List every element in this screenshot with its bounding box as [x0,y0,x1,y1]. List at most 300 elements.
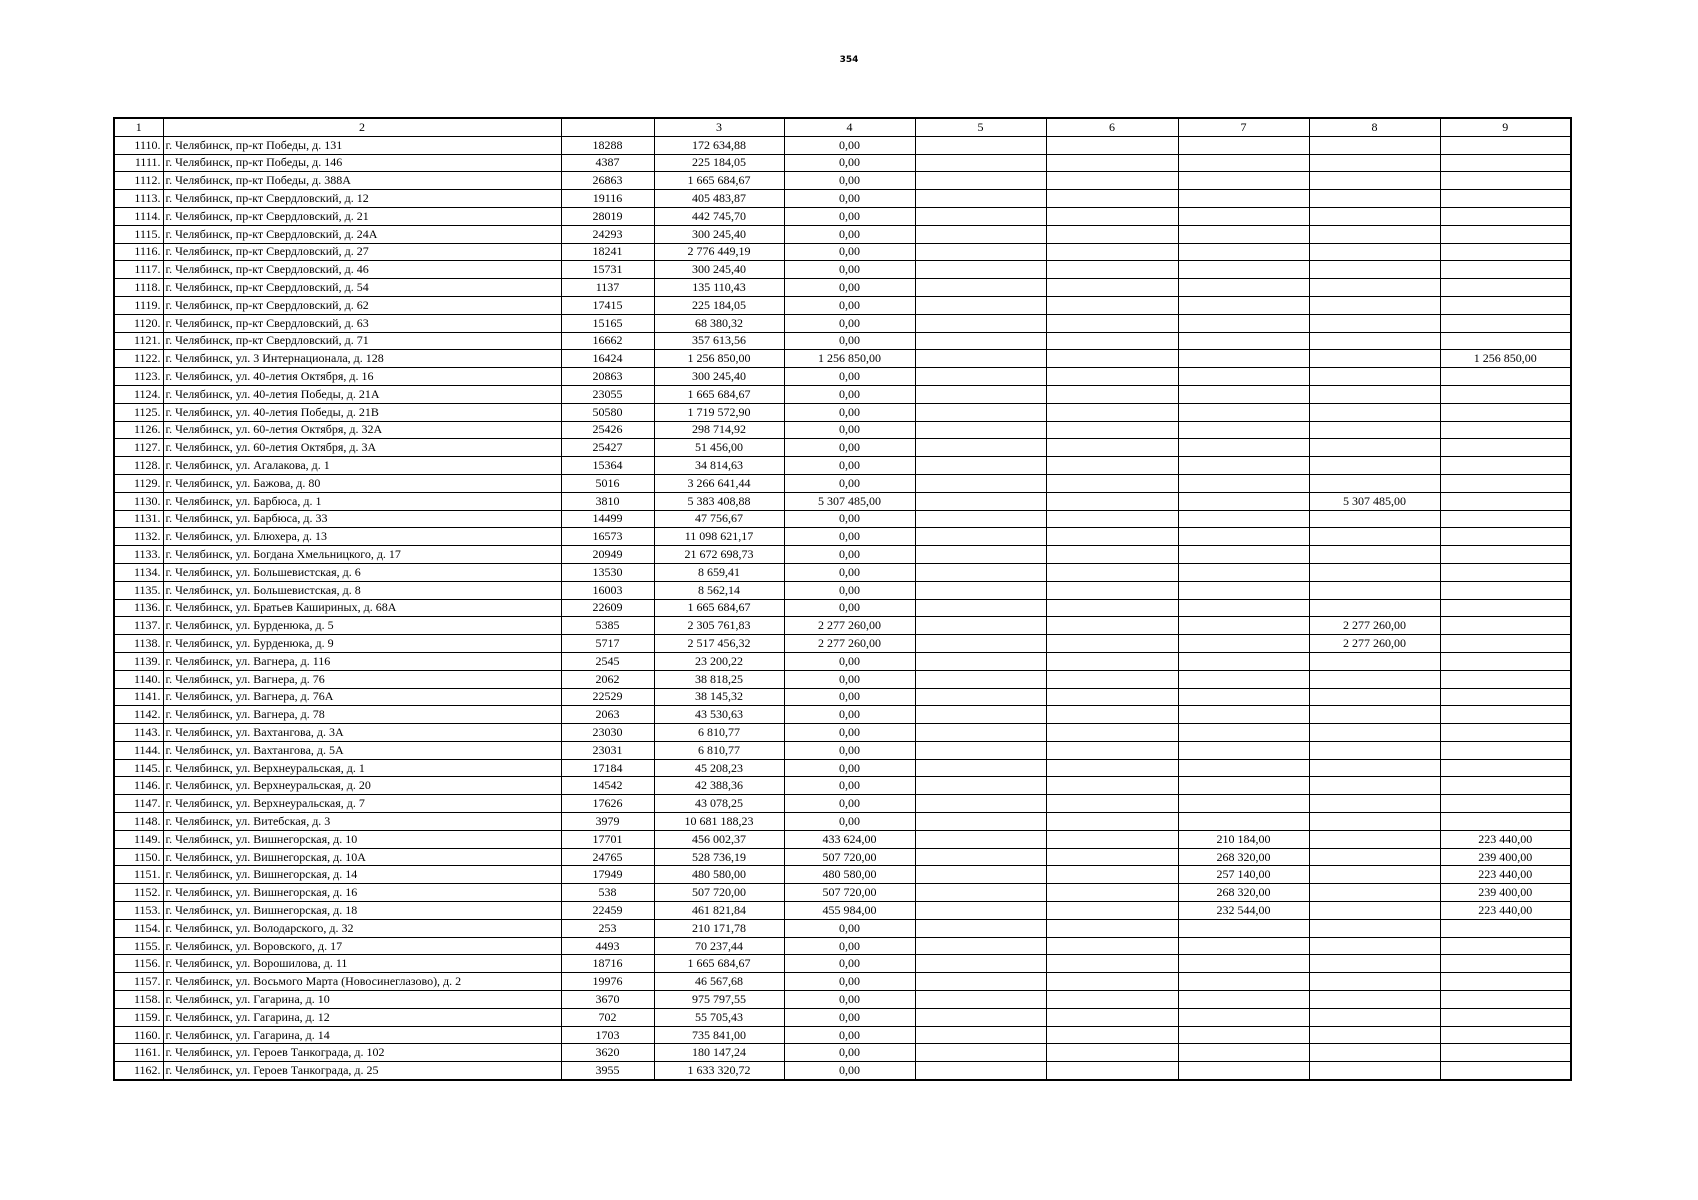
table-row [114,955,1571,973]
column-6-cell [1046,706,1178,724]
column-5-cell [915,332,1046,350]
column-7-cell [1178,919,1309,937]
address-cell: г. Челябинск, ул. Ворошилова, д. 11 [163,955,561,973]
column-9-cell: 239 400,00 [1440,884,1571,902]
column-8-cell [1309,955,1440,973]
total-cost-cell: 225 184,05 [654,154,784,172]
total-cost-cell: 43 530,63 [654,706,784,724]
column-6-cell [1046,492,1178,510]
column-5-cell [915,670,1046,688]
row-number-cell: 1154. [114,919,163,937]
house-id-cell: 17949 [561,866,654,884]
total-cost-cell: 225 184,05 [654,296,784,314]
column-6-cell [1046,243,1178,261]
column-7-cell [1178,190,1309,208]
column-4-cell: 0,00 [784,777,915,795]
column-8-cell [1309,866,1440,884]
column-4-cell: 0,00 [784,225,915,243]
column-6-cell [1046,528,1178,546]
column-8-cell [1309,261,1440,279]
column-8-cell [1309,403,1440,421]
total-cost-cell: 46 567,68 [654,973,784,991]
total-cost-cell: 1 665 684,67 [654,599,784,617]
table-row [114,991,1571,1009]
row-number-cell: 1124. [114,385,163,403]
house-id-cell: 24765 [561,848,654,866]
column-5-cell [915,599,1046,617]
column-5-cell [915,207,1046,225]
address-cell: г. Челябинск, ул. 60-летия Октября, д. 32А [163,421,561,439]
column-8-cell: 2 277 260,00 [1309,635,1440,653]
row-number-cell: 1160. [114,1026,163,1044]
housing-register-table [113,117,1572,1081]
column-6-cell [1046,955,1178,973]
column-6-cell [1046,1008,1178,1026]
column-6-cell [1046,546,1178,564]
table-row [114,688,1571,706]
column-4-cell: 5 307 485,00 [784,492,915,510]
column-4-cell: 0,00 [784,937,915,955]
column-5-cell [915,492,1046,510]
house-id-cell: 17701 [561,830,654,848]
column-8-cell [1309,581,1440,599]
column-8-cell [1309,385,1440,403]
column-header: 2 [163,118,561,136]
column-4-cell: 0,00 [784,421,915,439]
column-9-cell [1440,670,1571,688]
column-6-cell [1046,385,1178,403]
column-6-cell [1046,172,1178,190]
table-row [114,279,1571,297]
table-row [114,617,1571,635]
column-header: 8 [1309,118,1440,136]
row-number-cell: 1162. [114,1062,163,1080]
column-7-cell [1178,154,1309,172]
table-row [114,1062,1571,1080]
address-cell: г. Челябинск, ул. Вагнера, д. 116 [163,652,561,670]
total-cost-cell: 38 818,25 [654,670,784,688]
column-9-cell [1440,279,1571,297]
table-row [114,884,1571,902]
address-cell: г. Челябинск, ул. Вишнегорская, д. 10А [163,848,561,866]
column-5-cell [915,955,1046,973]
column-9-cell: 1 256 850,00 [1440,350,1571,368]
house-id-cell: 16662 [561,332,654,350]
table-row [114,866,1571,884]
column-7-cell [1178,136,1309,154]
address-cell: г. Челябинск, ул. Володарского, д. 32 [163,919,561,937]
column-8-cell [1309,973,1440,991]
column-4-cell: 0,00 [784,457,915,475]
column-5-cell [915,279,1046,297]
column-8-cell [1309,546,1440,564]
column-header [561,118,654,136]
column-6-cell [1046,741,1178,759]
address-cell: г. Челябинск, пр-кт Свердловский, д. 24А [163,225,561,243]
house-id-cell: 4387 [561,154,654,172]
total-cost-cell: 507 720,00 [654,884,784,902]
address-cell: г. Челябинск, ул. 40-летия Победы, д. 21В [163,403,561,421]
row-number-cell: 1118. [114,279,163,297]
house-id-cell: 16003 [561,581,654,599]
house-id-cell: 22459 [561,902,654,920]
house-id-cell: 13530 [561,563,654,581]
table-row [114,190,1571,208]
table-row [114,172,1571,190]
column-6-cell [1046,154,1178,172]
total-cost-cell: 8 562,14 [654,581,784,599]
column-9-cell [1440,225,1571,243]
row-number-cell: 1132. [114,528,163,546]
row-number-cell: 1111. [114,154,163,172]
address-cell: г. Челябинск, ул. Вишнегорская, д. 10 [163,830,561,848]
column-5-cell [915,403,1046,421]
address-cell: г. Челябинск, пр-кт Свердловский, д. 21 [163,207,561,225]
column-4-cell: 0,00 [784,759,915,777]
table-row [114,136,1571,154]
total-cost-cell: 23 200,22 [654,652,784,670]
column-5-cell [915,1026,1046,1044]
column-6-cell [1046,670,1178,688]
column-7-cell [1178,314,1309,332]
column-6-cell [1046,795,1178,813]
column-7-cell [1178,599,1309,617]
column-5-cell [915,866,1046,884]
column-8-cell [1309,741,1440,759]
column-4-cell: 0,00 [784,279,915,297]
column-6-cell [1046,563,1178,581]
total-cost-cell: 456 002,37 [654,830,784,848]
column-5-cell [915,937,1046,955]
column-6-cell [1046,830,1178,848]
house-id-cell: 22529 [561,688,654,706]
column-7-cell [1178,492,1309,510]
column-4-cell: 0,00 [784,795,915,813]
column-9-cell [1440,706,1571,724]
column-4-cell: 0,00 [784,706,915,724]
address-cell: г. Челябинск, ул. Богдана Хмельницкого, д. 17 [163,546,561,564]
column-9-cell [1440,421,1571,439]
house-id-cell: 19976 [561,973,654,991]
total-cost-cell: 45 208,23 [654,759,784,777]
column-6-cell [1046,190,1178,208]
table-row [114,421,1571,439]
house-id-cell: 18716 [561,955,654,973]
column-9-cell [1440,563,1571,581]
row-number-cell: 1121. [114,332,163,350]
column-7-cell [1178,724,1309,742]
column-4-cell: 0,00 [784,154,915,172]
address-cell: г. Челябинск, ул. Вагнера, д. 78 [163,706,561,724]
column-6-cell [1046,350,1178,368]
column-6-cell [1046,652,1178,670]
house-id-cell: 23031 [561,741,654,759]
column-6-cell [1046,1044,1178,1062]
column-8-cell [1309,243,1440,261]
table-row [114,848,1571,866]
house-id-cell: 15165 [561,314,654,332]
table-row [114,350,1571,368]
address-cell: г. Челябинск, ул. Гагарина, д. 14 [163,1026,561,1044]
column-5-cell [915,190,1046,208]
address-cell: г. Челябинск, пр-кт Свердловский, д. 63 [163,314,561,332]
column-8-cell [1309,190,1440,208]
column-8-cell [1309,991,1440,1009]
column-4-cell: 0,00 [784,919,915,937]
table-row [114,1044,1571,1062]
column-9-cell [1440,759,1571,777]
table-row [114,154,1571,172]
house-id-cell: 15731 [561,261,654,279]
total-cost-cell: 2 776 449,19 [654,243,784,261]
total-cost-cell: 68 380,32 [654,314,784,332]
address-cell: г. Челябинск, ул. 40-летия Октября, д. 16 [163,368,561,386]
column-6-cell [1046,296,1178,314]
column-8-cell [1309,670,1440,688]
house-id-cell: 14499 [561,510,654,528]
table-row [114,937,1571,955]
column-5-cell [915,1062,1046,1080]
column-header: 9 [1440,118,1571,136]
column-9-cell: 223 440,00 [1440,902,1571,920]
column-5-cell [915,777,1046,795]
column-8-cell [1309,902,1440,920]
column-5-cell [915,243,1046,261]
column-8-cell [1309,474,1440,492]
column-9-cell [1440,937,1571,955]
column-8-cell [1309,599,1440,617]
column-5-cell [915,884,1046,902]
house-id-cell: 24293 [561,225,654,243]
total-cost-cell: 42 388,36 [654,777,784,795]
table-row [114,759,1571,777]
house-id-cell: 22609 [561,599,654,617]
column-4-cell: 0,00 [784,385,915,403]
table-row [114,777,1571,795]
house-id-cell: 1703 [561,1026,654,1044]
row-number-cell: 1155. [114,937,163,955]
table-row [114,225,1571,243]
address-cell: г. Челябинск, пр-кт Свердловский, д. 12 [163,190,561,208]
row-number-cell: 1141. [114,688,163,706]
column-5-cell [915,652,1046,670]
column-8-cell [1309,457,1440,475]
row-number-cell: 1152. [114,884,163,902]
address-cell: г. Челябинск, ул. Большевистская, д. 6 [163,563,561,581]
column-4-cell: 0,00 [784,243,915,261]
column-4-cell: 480 580,00 [784,866,915,884]
total-cost-cell: 528 736,19 [654,848,784,866]
column-9-cell [1440,777,1571,795]
address-cell: г. Челябинск, пр-кт Победы, д. 146 [163,154,561,172]
column-9-cell [1440,652,1571,670]
column-4-cell: 2 277 260,00 [784,635,915,653]
column-4-cell: 0,00 [784,991,915,1009]
column-header: 6 [1046,118,1178,136]
column-5-cell [915,1008,1046,1026]
row-number-cell: 1151. [114,866,163,884]
total-cost-cell: 3 266 641,44 [654,474,784,492]
row-number-cell: 1131. [114,510,163,528]
house-id-cell: 50580 [561,403,654,421]
column-5-cell [915,385,1046,403]
column-7-cell [1178,474,1309,492]
column-6-cell [1046,884,1178,902]
table-row [114,581,1571,599]
address-cell: г. Челябинск, ул. Бурденюка, д. 9 [163,635,561,653]
address-cell: г. Челябинск, ул. 60-летия Октября, д. 3А [163,439,561,457]
table-row [114,652,1571,670]
column-5-cell [915,350,1046,368]
column-4-cell: 0,00 [784,403,915,421]
address-cell: г. Челябинск, пр-кт Победы, д. 131 [163,136,561,154]
column-8-cell [1309,439,1440,457]
address-cell: г. Челябинск, ул. Вагнера, д. 76А [163,688,561,706]
column-4-cell: 0,00 [784,261,915,279]
column-8-cell [1309,795,1440,813]
row-number-cell: 1135. [114,581,163,599]
column-5-cell [915,635,1046,653]
table-row [114,973,1571,991]
column-8-cell [1309,937,1440,955]
address-cell: г. Челябинск, ул. Барбюса, д. 1 [163,492,561,510]
address-cell: г. Челябинск, ул. Восьмого Марта (Новосинеглазово), д. 2 [163,973,561,991]
column-9-cell [1440,492,1571,510]
column-6-cell [1046,866,1178,884]
table-row [114,457,1571,475]
total-cost-cell: 135 110,43 [654,279,784,297]
column-5-cell [915,546,1046,564]
column-5-cell [915,225,1046,243]
column-7-cell [1178,279,1309,297]
column-9-cell [1440,243,1571,261]
house-id-cell: 25427 [561,439,654,457]
column-6-cell [1046,902,1178,920]
column-9-cell [1440,973,1571,991]
column-6-cell [1046,261,1178,279]
address-cell: г. Челябинск, ул. Воровского, д. 17 [163,937,561,955]
column-7-cell [1178,207,1309,225]
row-number-cell: 1159. [114,1008,163,1026]
address-cell: г. Челябинск, ул. Героев Танкограда, д. 102 [163,1044,561,1062]
row-number-cell: 1136. [114,599,163,617]
column-4-cell: 0,00 [784,314,915,332]
column-8-cell [1309,688,1440,706]
column-9-cell [1440,546,1571,564]
column-7-cell [1178,296,1309,314]
column-9-cell [1440,314,1571,332]
table-row [114,492,1571,510]
column-5-cell [915,314,1046,332]
column-5-cell [915,510,1046,528]
column-9-cell [1440,955,1571,973]
row-number-cell: 1115. [114,225,163,243]
column-5-cell [915,1044,1046,1062]
column-7-cell [1178,261,1309,279]
table-row [114,813,1571,831]
address-cell: г. Челябинск, ул. Верхнеуральская, д. 7 [163,795,561,813]
column-4-cell: 0,00 [784,474,915,492]
address-cell: г. Челябинск, пр-кт Свердловский, д. 54 [163,279,561,297]
house-id-cell: 20863 [561,368,654,386]
column-7-cell [1178,1044,1309,1062]
column-6-cell [1046,813,1178,831]
row-number-cell: 1157. [114,973,163,991]
column-9-cell [1440,190,1571,208]
column-8-cell [1309,724,1440,742]
address-cell: г. Челябинск, пр-кт Свердловский, д. 71 [163,332,561,350]
house-id-cell: 5016 [561,474,654,492]
column-7-cell [1178,1062,1309,1080]
total-cost-cell: 47 756,67 [654,510,784,528]
column-8-cell [1309,368,1440,386]
row-number-cell: 1149. [114,830,163,848]
column-9-cell [1440,136,1571,154]
column-9-cell [1440,813,1571,831]
column-6-cell [1046,635,1178,653]
column-7-cell [1178,528,1309,546]
column-5-cell [915,795,1046,813]
row-number-cell: 1156. [114,955,163,973]
column-7-cell [1178,225,1309,243]
column-6-cell [1046,1026,1178,1044]
column-4-cell: 0,00 [784,1008,915,1026]
house-id-cell: 2063 [561,706,654,724]
column-8-cell: 2 277 260,00 [1309,617,1440,635]
column-9-cell [1440,741,1571,759]
house-id-cell: 15364 [561,457,654,475]
column-6-cell [1046,314,1178,332]
row-number-cell: 1125. [114,403,163,421]
column-4-cell: 0,00 [784,190,915,208]
total-cost-cell: 735 841,00 [654,1026,784,1044]
address-cell: г. Челябинск, пр-кт Победы, д. 388А [163,172,561,190]
column-4-cell: 507 720,00 [784,884,915,902]
column-8-cell [1309,563,1440,581]
column-9-cell [1440,581,1571,599]
column-8-cell [1309,759,1440,777]
table-row [114,207,1571,225]
column-7-cell [1178,937,1309,955]
table-row [114,1008,1571,1026]
column-6-cell [1046,225,1178,243]
column-4-cell: 0,00 [784,724,915,742]
column-8-cell [1309,652,1440,670]
column-6-cell [1046,937,1178,955]
column-6-cell [1046,474,1178,492]
table-row [114,474,1571,492]
column-7-cell [1178,172,1309,190]
table-row [114,368,1571,386]
column-6-cell [1046,368,1178,386]
column-5-cell [915,617,1046,635]
column-5-cell [915,172,1046,190]
column-7-cell [1178,617,1309,635]
column-4-cell: 0,00 [784,581,915,599]
house-id-cell: 3979 [561,813,654,831]
table-row [114,919,1571,937]
table-row [114,314,1571,332]
table-row [114,528,1571,546]
column-6-cell [1046,919,1178,937]
column-8-cell [1309,884,1440,902]
column-5-cell [915,830,1046,848]
house-id-cell: 1137 [561,279,654,297]
row-number-cell: 1137. [114,617,163,635]
column-8-cell [1309,848,1440,866]
house-id-cell: 538 [561,884,654,902]
column-9-cell [1440,991,1571,1009]
